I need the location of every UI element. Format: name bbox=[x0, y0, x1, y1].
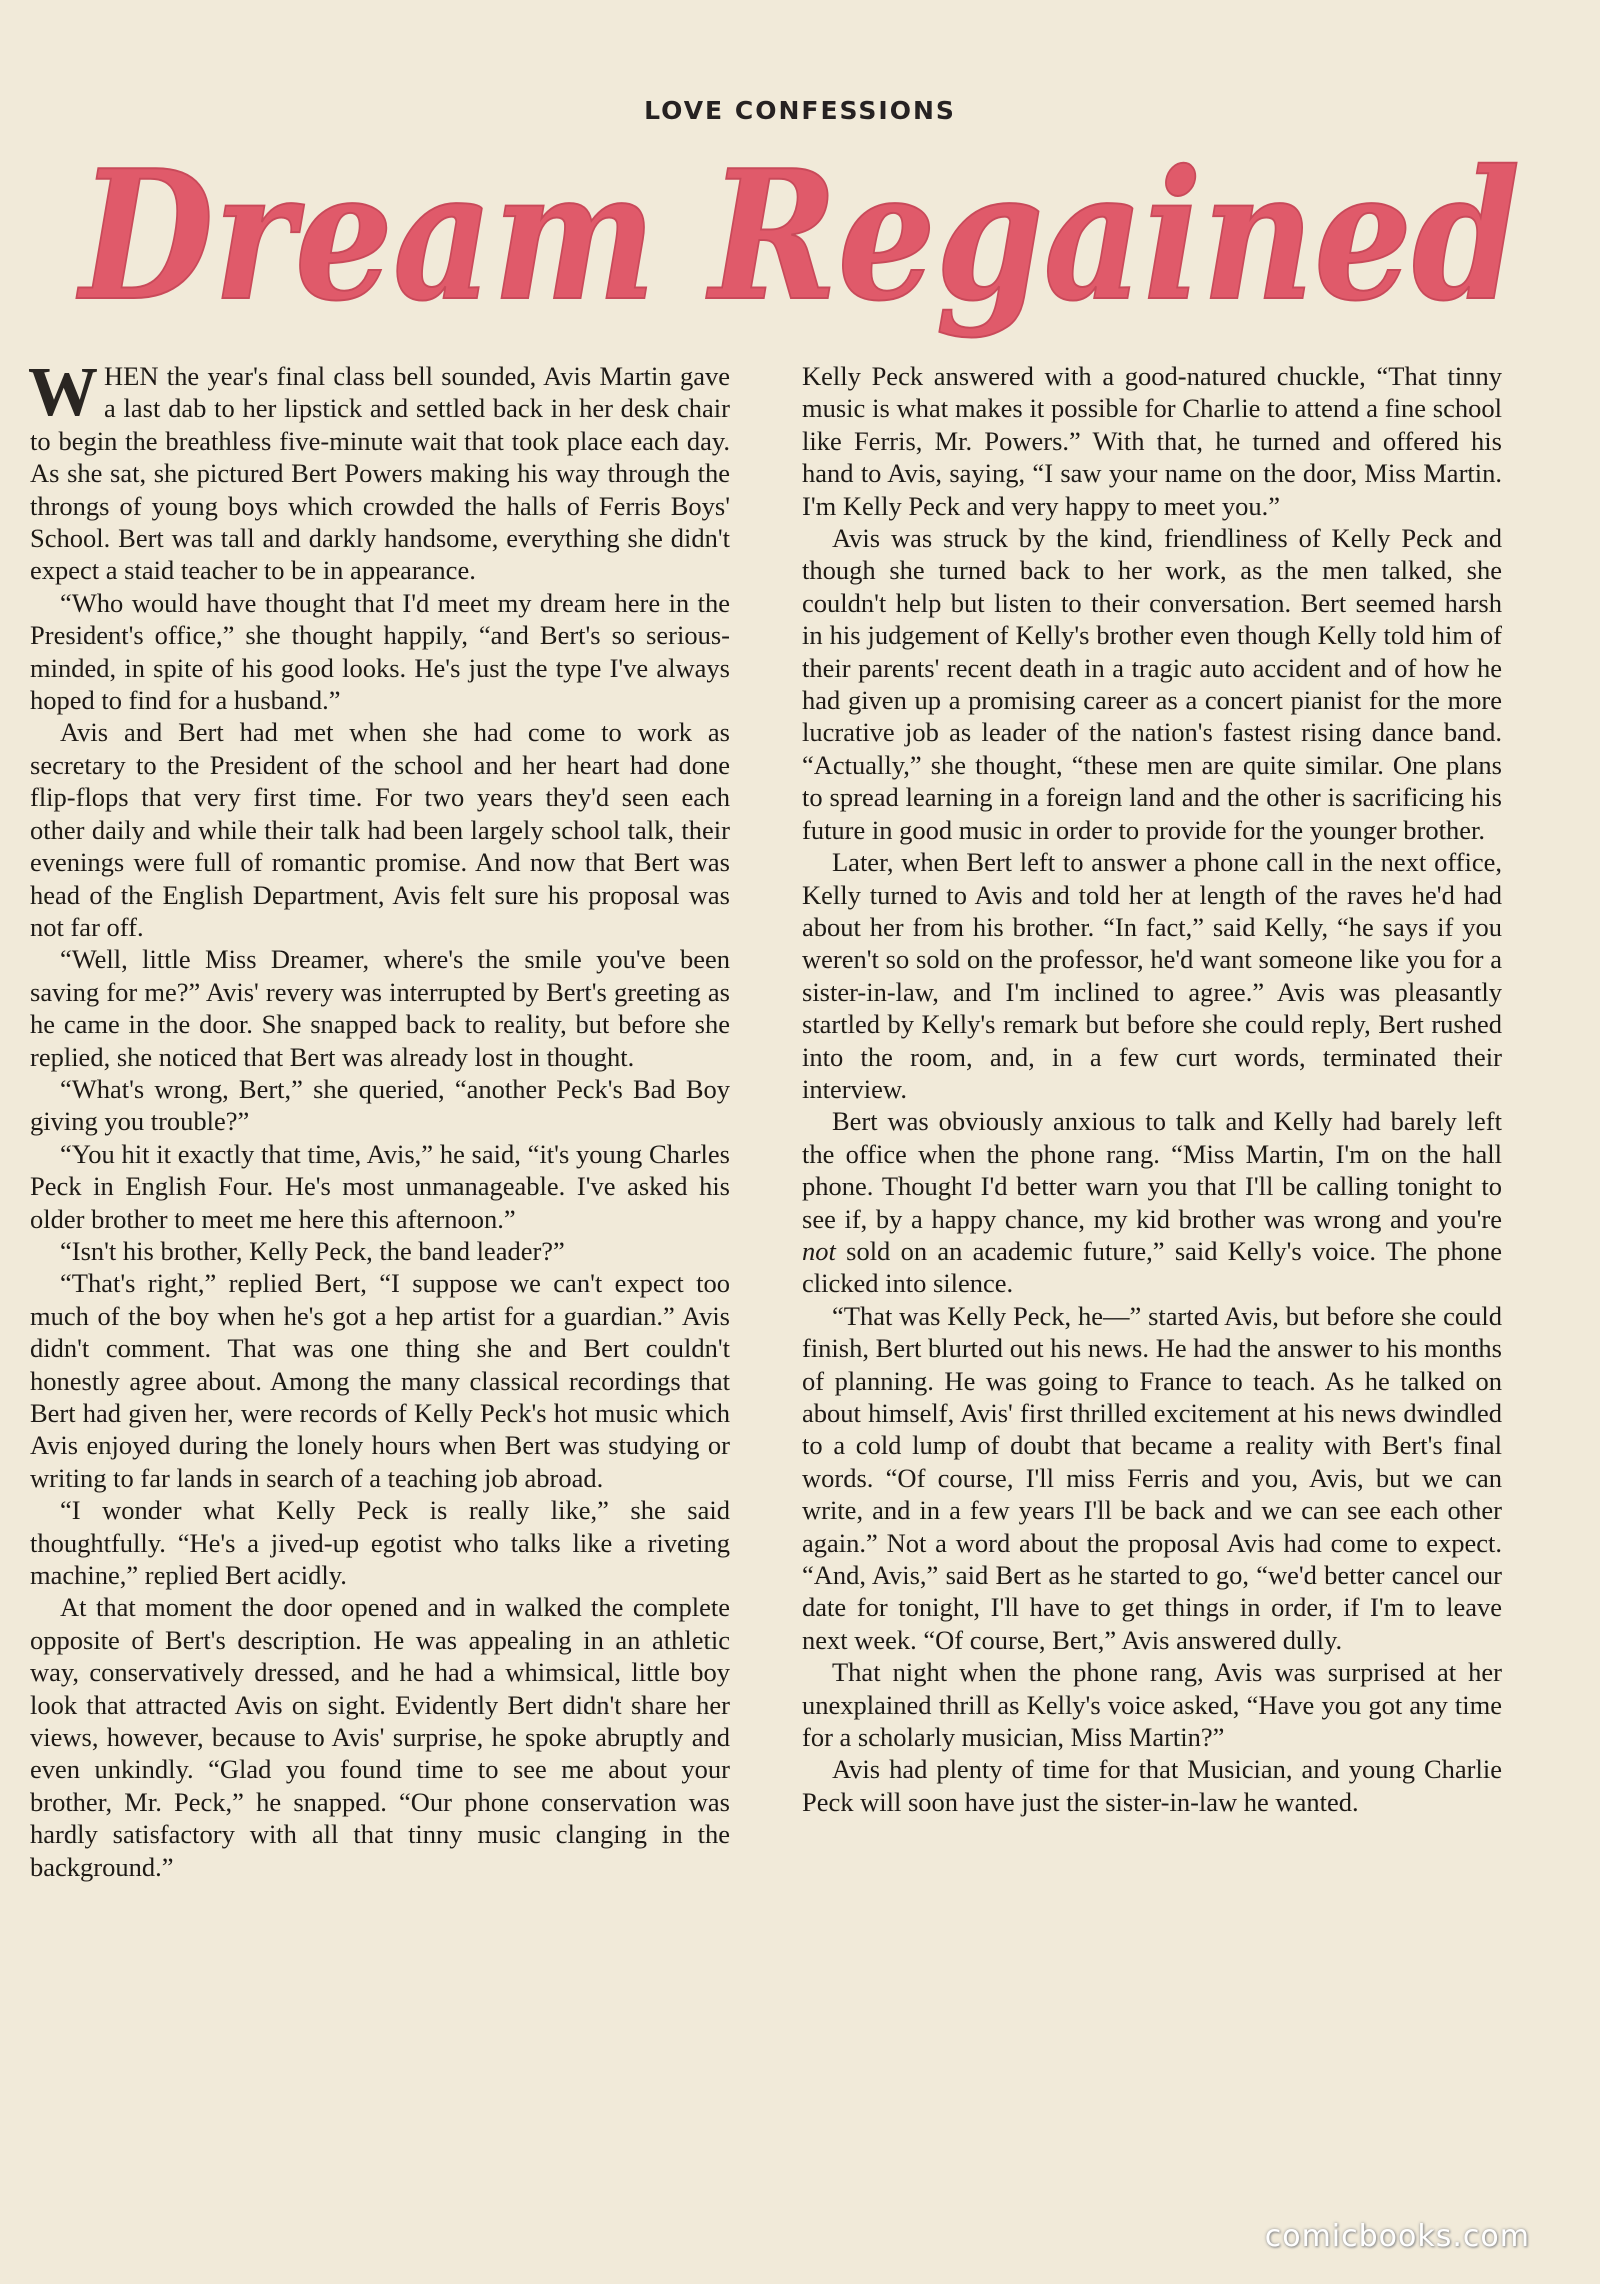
paragraph: “Isn't his brother, Kelly Peck, the band leader?” bbox=[60, 1235, 565, 1266]
right-column bbox=[802, 360, 1502, 1818]
paragraph: Avis and Bert had met when she had come to work as secretary to the President of the school and her heart had done flip-flops that very first time. For two years they'd seen each other daily and while their talk had been largely school talk, their evenings were full of romantic promise. And now that Bert was head of the English Department, Avis felt sure his proposal was not far off. bbox=[30, 717, 730, 942]
site-watermark: comicbooks.com bbox=[1264, 2219, 1530, 2254]
paragraph: At that moment the door opened and in walked the complete opposite of Bert's description. He was appealing in an athletic way, conservatively dressed, and he had a whimsical, little boy look that attracted Avis on sight. Evidently Bert didn't share her views, however, because to Avis' surprise, he spoke abruptly and even unkindly. “Glad you found time to see me about your brother, Mr. Peck,” he snapped. “Our phone conservation was hardly satisfactory with all that tinny music clanging in the background.” bbox=[30, 1592, 730, 1882]
paragraph: “Who would have thought that I'd meet my dream here in the President's office,” she thought happily, “and Bert's so serious-minded, in spite of his good looks. He's just the type I've always hoped to find for a husband.” bbox=[30, 587, 730, 716]
paragraph-text: HEN the year's final class bell sounded, Avis Martin gave a last dab to her lipstick and settled back in her desk chair to begin the breathless five-minute wait that took place each day. As she sat, she pictured Bert Powers making his way through the throngs of young boys which crowded the halls of Ferris Boys' School. Bert was tall and darkly handsome, everything she didn't expect a staid teacher to be in appearance. bbox=[30, 361, 730, 586]
paragraph: “What's wrong, Bert,” she queried, “another Peck's Bad Boy giving you trouble?” bbox=[30, 1073, 730, 1137]
paragraph-text: sold on an academic future,” said Kelly's voice. The phone clicked into silence. bbox=[802, 1235, 1502, 1299]
story-title-graphic bbox=[40, 120, 1560, 350]
paragraph: “You hit it exactly that time, Avis,” he said, “it's young Charles Peck in English Four. He's most unmanageable. I've asked his older brother to meet me here this afternoon.” bbox=[30, 1138, 730, 1234]
paragraph: “That was Kelly Peck, he—” started Avis, but before she could finish, Bert blurted out his news. He had the answer to his months of planning. He was going to France to teach. As he talked on about himself, Avis' first thrilled excitement at his news dwindled to a cold lump of doubt that became a reality with Bert's final words. “Of course, I'll miss Ferris and you, Avis, but we can write, and in a few years I'll be back and we can see each other again.” Not a word about the proposal Avis had come to expect. “And, Avis,” said Bert as he started to go, “we'd better cancel our date for tonight, I'll have to get things in order, if I'm to leave next week. “Of course, Bert,” Avis answered dully. bbox=[802, 1300, 1502, 1655]
paragraph: Kelly Peck answered with a good-natured chuckle, “That tinny music is what makes it possible for Charlie to attend a fine school like Ferris, Mr. Powers.” With that, he turned and offered his hand to Avis, saying, “I saw your name on the door, Miss Martin. I'm Kelly Peck and very happy to meet you.” bbox=[802, 361, 1502, 521]
paragraph: Later, when Bert left to answer a phone call in the next office, Kelly turned to Avis and told her at length of the raves he'd had about her from his brother. “In fact,” said Kelly, “he says if you weren't so sold on the professor, he'd want someone like you for a sister-in-law, and I'm inclined to agree.” Avis was pleasantly startled by Kelly's remark but before she could reply, Bert rushed into the room, and, in a few curt words, terminated their interview. bbox=[802, 847, 1502, 1104]
paragraph bbox=[28, 354, 730, 587]
emphasis-text: not bbox=[802, 1235, 836, 1266]
paragraph-text: Bert was obviously anxious to talk and Kelly had barely left the office when the phone rang. “Miss Martin, I'm on the hall phone. Thought I'd better warn you that I'll be calling tonight to see if, by a happy chance, my kid brother was wrong and you're bbox=[802, 1106, 1502, 1234]
paragraph: Avis had plenty of time for that Musician, and young Charlie Peck will soon have just the sister-in-law he wanted. bbox=[802, 1754, 1502, 1817]
left-column bbox=[28, 354, 730, 1883]
paragraph: Avis was struck by the kind, friendliness of Kelly Peck and though she turned back to her work, as the men talked, she couldn't help but listen to their conversation. Bert seemed harsh in his judgement of Kelly's brother even though Kelly told him of their parents' recent death in a tragic auto accident and of how he had given up a promising career as a concert pianist for the more lucrative job as leader of the nation's fastest rising dance band. “Actually,” she thought, “these men are quite similar. One plans to spread learning in a foreign land and the other is sacrificing his future in good music in order to provide for the younger brother. bbox=[802, 523, 1502, 845]
paragraph bbox=[802, 1105, 1502, 1299]
story-title: Dream Regained bbox=[75, 131, 1520, 340]
paragraph: “Well, little Miss Dreamer, where's the smile you've been saving for me?” Avis' revery was interrupted by Bert's greeting as he came in the door. She snapped back to reality, but before she replied, she noticed that Bert was already lost in thought. bbox=[30, 944, 730, 1072]
paragraph: That night when the phone rang, Avis was surprised at her unexplained thrill as Kelly's voice asked, “Have you got any time for a scholarly musician, Miss Martin?” bbox=[802, 1657, 1502, 1753]
paragraph: “I wonder what Kelly Peck is really like,” she said thoughtfully. “He's a jived-up egotist who talks like a riveting machine,” replied Bert acidly. bbox=[30, 1495, 730, 1591]
drop-cap: W bbox=[28, 354, 98, 431]
running-head: LOVE CONFESSIONS bbox=[644, 96, 956, 125]
paragraph: “That's right,” replied Bert, “I suppose we can't expect too much of the boy when he's got a hep artist for a guardian.” Avis didn't comment. That was one thing she and Bert couldn't honestly agree about. Among the many classical recordings that Bert had given her, were records of Kelly Peck's hot music which Avis enjoyed during the lonely hours when Bert was studying or writing to far lands in search of a teaching job abroad. bbox=[30, 1268, 730, 1493]
